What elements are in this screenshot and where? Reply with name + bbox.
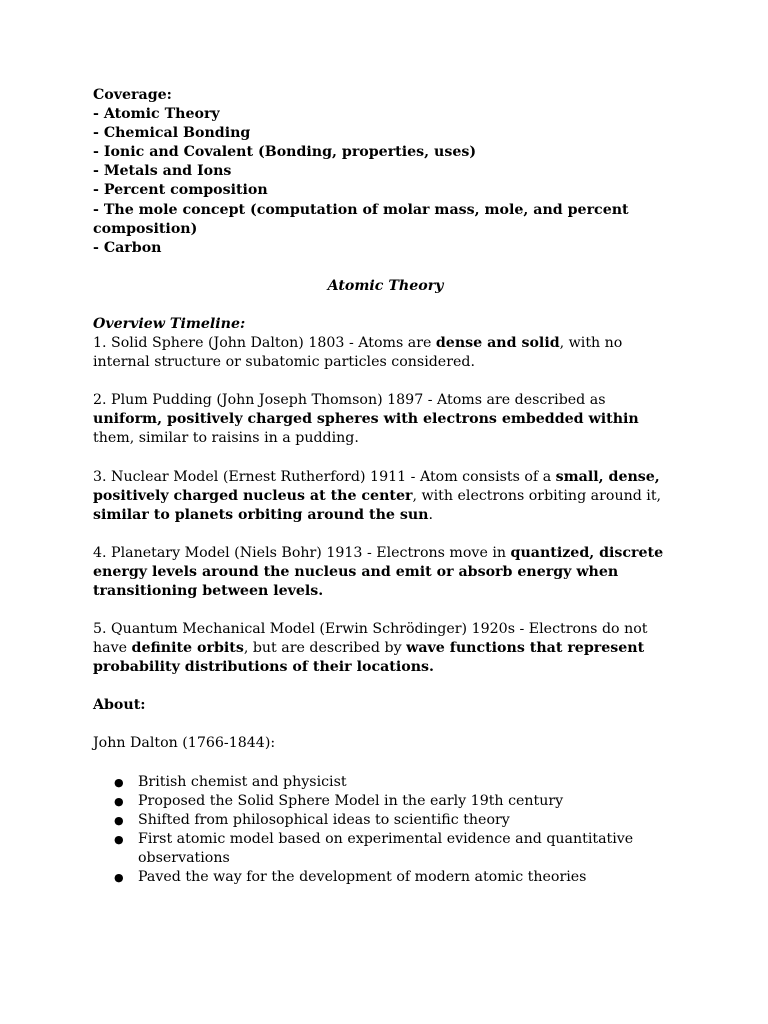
coverage-heading: Coverage: xyxy=(93,87,172,103)
timeline-entry xyxy=(93,468,678,525)
entry-emphasis: wave functions that represent probability distributions of their locations. xyxy=(93,640,645,676)
about-bullet-list xyxy=(93,773,678,888)
bullet-item: ● First atomic model based on experimental evidence and quantitative observations xyxy=(138,830,678,868)
coverage-item: - Metals and Ions xyxy=(93,163,232,180)
coverage-item: - Chemical Bonding xyxy=(93,125,251,142)
timeline-entry xyxy=(93,620,678,677)
bullet-item: ● Paved the way for the development of modern atomic theories xyxy=(138,868,678,887)
entry-emphasis: quantized, discrete energy levels around the nucleus and emit or absorb energy when transitioning between levels. xyxy=(93,544,664,599)
entry-text: them, similar to raisins in a pudding. xyxy=(93,430,359,447)
about-person: John Dalton (1766-1844): xyxy=(93,735,276,752)
entry-text: 2. Plum Pudding (John Joseph Thomson) 1897 - Atoms are described as xyxy=(93,392,606,409)
document-body xyxy=(93,86,678,887)
entry-text: 4. Planetary Model (Niels Bohr) 1913 - Electrons move in xyxy=(93,544,511,561)
about-heading: About: xyxy=(93,697,146,714)
coverage-item: - Carbon xyxy=(93,239,162,256)
coverage-item: - The mole concept (computation of molar mass, mole, and percent composition) xyxy=(93,201,629,237)
entry-emphasis: dense and solid xyxy=(435,335,560,352)
timeline-entry xyxy=(93,334,678,372)
coverage-section xyxy=(93,86,678,258)
bullet-item: ● Shifted from philosophical ideas to scientific theory xyxy=(138,811,678,830)
timeline-entry xyxy=(93,391,678,448)
entry-text: , but are described by xyxy=(243,640,407,657)
about-section xyxy=(93,696,678,887)
entry-emphasis: similar to planets orbiting around the sun xyxy=(93,506,429,523)
timeline-heading: Overview Timeline: xyxy=(93,315,246,332)
timeline-section xyxy=(93,315,678,677)
bullet-item: ● Proposed the Solid Sphere Model in the early 19th century xyxy=(138,792,678,811)
entry-emphasis: definite orbits xyxy=(131,640,244,657)
entry-text: 1. Solid Sphere (John Dalton) 1803 - Atoms are xyxy=(93,335,436,352)
entry-emphasis: uniform, positively charged spheres with electrons embedded within xyxy=(93,411,639,428)
entry-emphasis: small, dense, positively charged nucleus at the center xyxy=(93,468,660,504)
entry-text: , with electrons orbiting around it, xyxy=(412,487,662,504)
coverage-item: - Atomic Theory xyxy=(93,106,220,123)
coverage-item: - Ionic and Covalent (Bonding, properties, uses) xyxy=(93,144,477,161)
entry-text: 5. Quantum Mechanical Model (Erwin Schrödinger) 1920s - Electrons do not have xyxy=(93,621,648,657)
entry-text: 3. Nuclear Model (Ernest Rutherford) 1911 - Atom consists of a xyxy=(93,468,556,485)
entry-text: . xyxy=(428,506,434,523)
section-title: Atomic Theory xyxy=(327,277,444,294)
bullet-item: ● British chemist and physicist xyxy=(138,773,678,792)
coverage-item: - Percent composition xyxy=(93,182,268,199)
entry-text: , with no internal structure or subatomic particles considered. xyxy=(93,335,623,371)
timeline-entry xyxy=(93,544,678,601)
